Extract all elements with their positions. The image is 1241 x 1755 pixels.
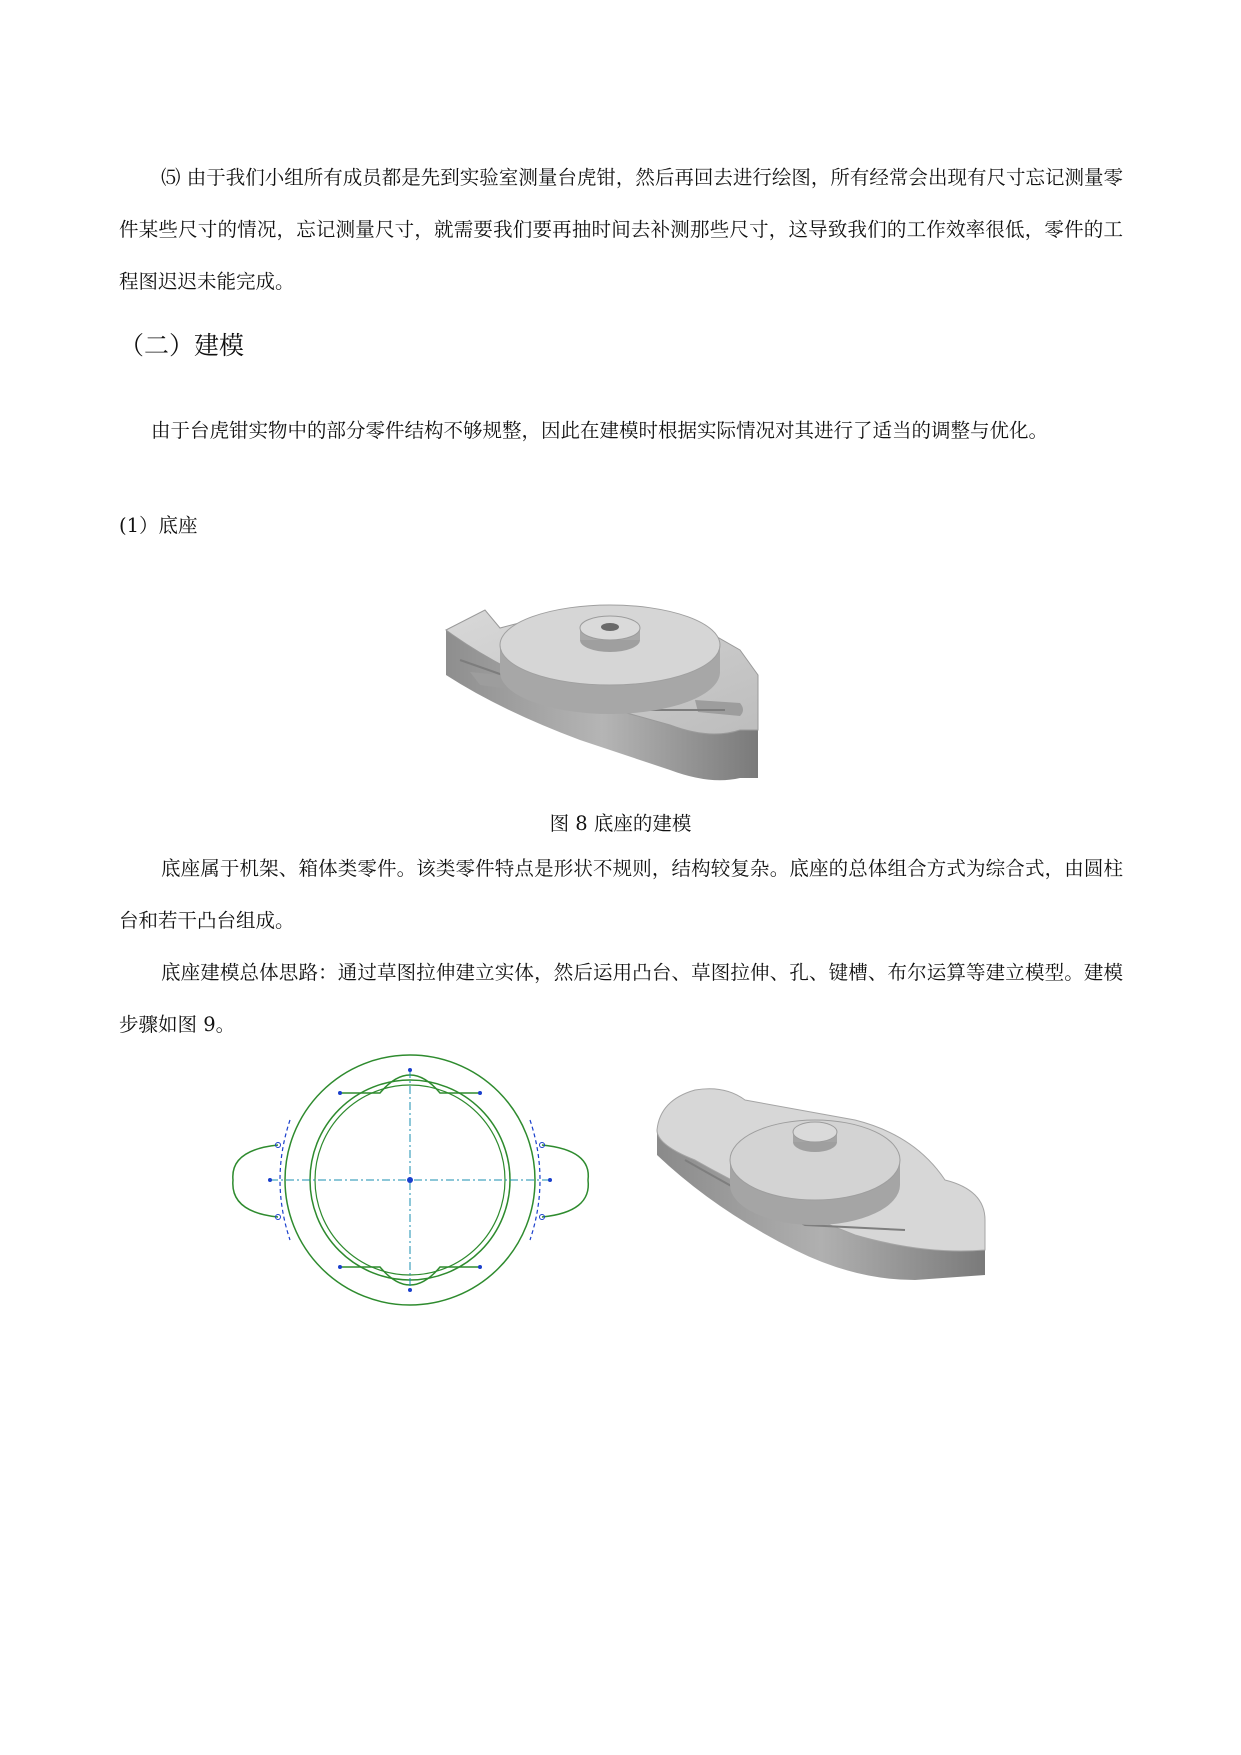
figure-9-3d-model [655,1080,995,1310]
paragraph-measurement-issue: ⑸ 由于我们小组所有成员都是先到实验室测量台虎钳，然后再回去进行绘图，所有经常会出现有尺寸忘记测量零件某些尺寸的情况，忘记测量尺寸，就需要我们要再抽时间去补测那些尺寸，这导致我们的工作效率很低，零件的工程图迟迟未能完成。 [119,166,1123,293]
figure-9-sketch [230,1050,600,1310]
figure-8-caption: 图 8 底座的建模 [549,812,692,835]
section-heading: （二）建模 [119,331,245,360]
paragraph-base-description: 底座属于机架、箱体类零件。该类零件特点是形状不规则，结构较复杂。底座的总体组合方式为综合式，由圆柱台和若干凸台组成。 [119,857,1123,932]
figure-8-base-model [440,600,790,800]
paragraph-base-modeling-approach: 底座建模总体思路：通过草图拉伸建立实体，然后运用凸台、草图拉伸、孔、键槽、布尔运算等建立模型。建模步骤如图 9。 [119,961,1123,1036]
paragraph-modeling-intro: 由于台虎钳实物中的部分零件结构不够规整，因此在建模时根据实际情况对其进行了适当的调整与优化。 [151,419,1049,442]
subsection-heading: (1）底座 [119,514,198,537]
